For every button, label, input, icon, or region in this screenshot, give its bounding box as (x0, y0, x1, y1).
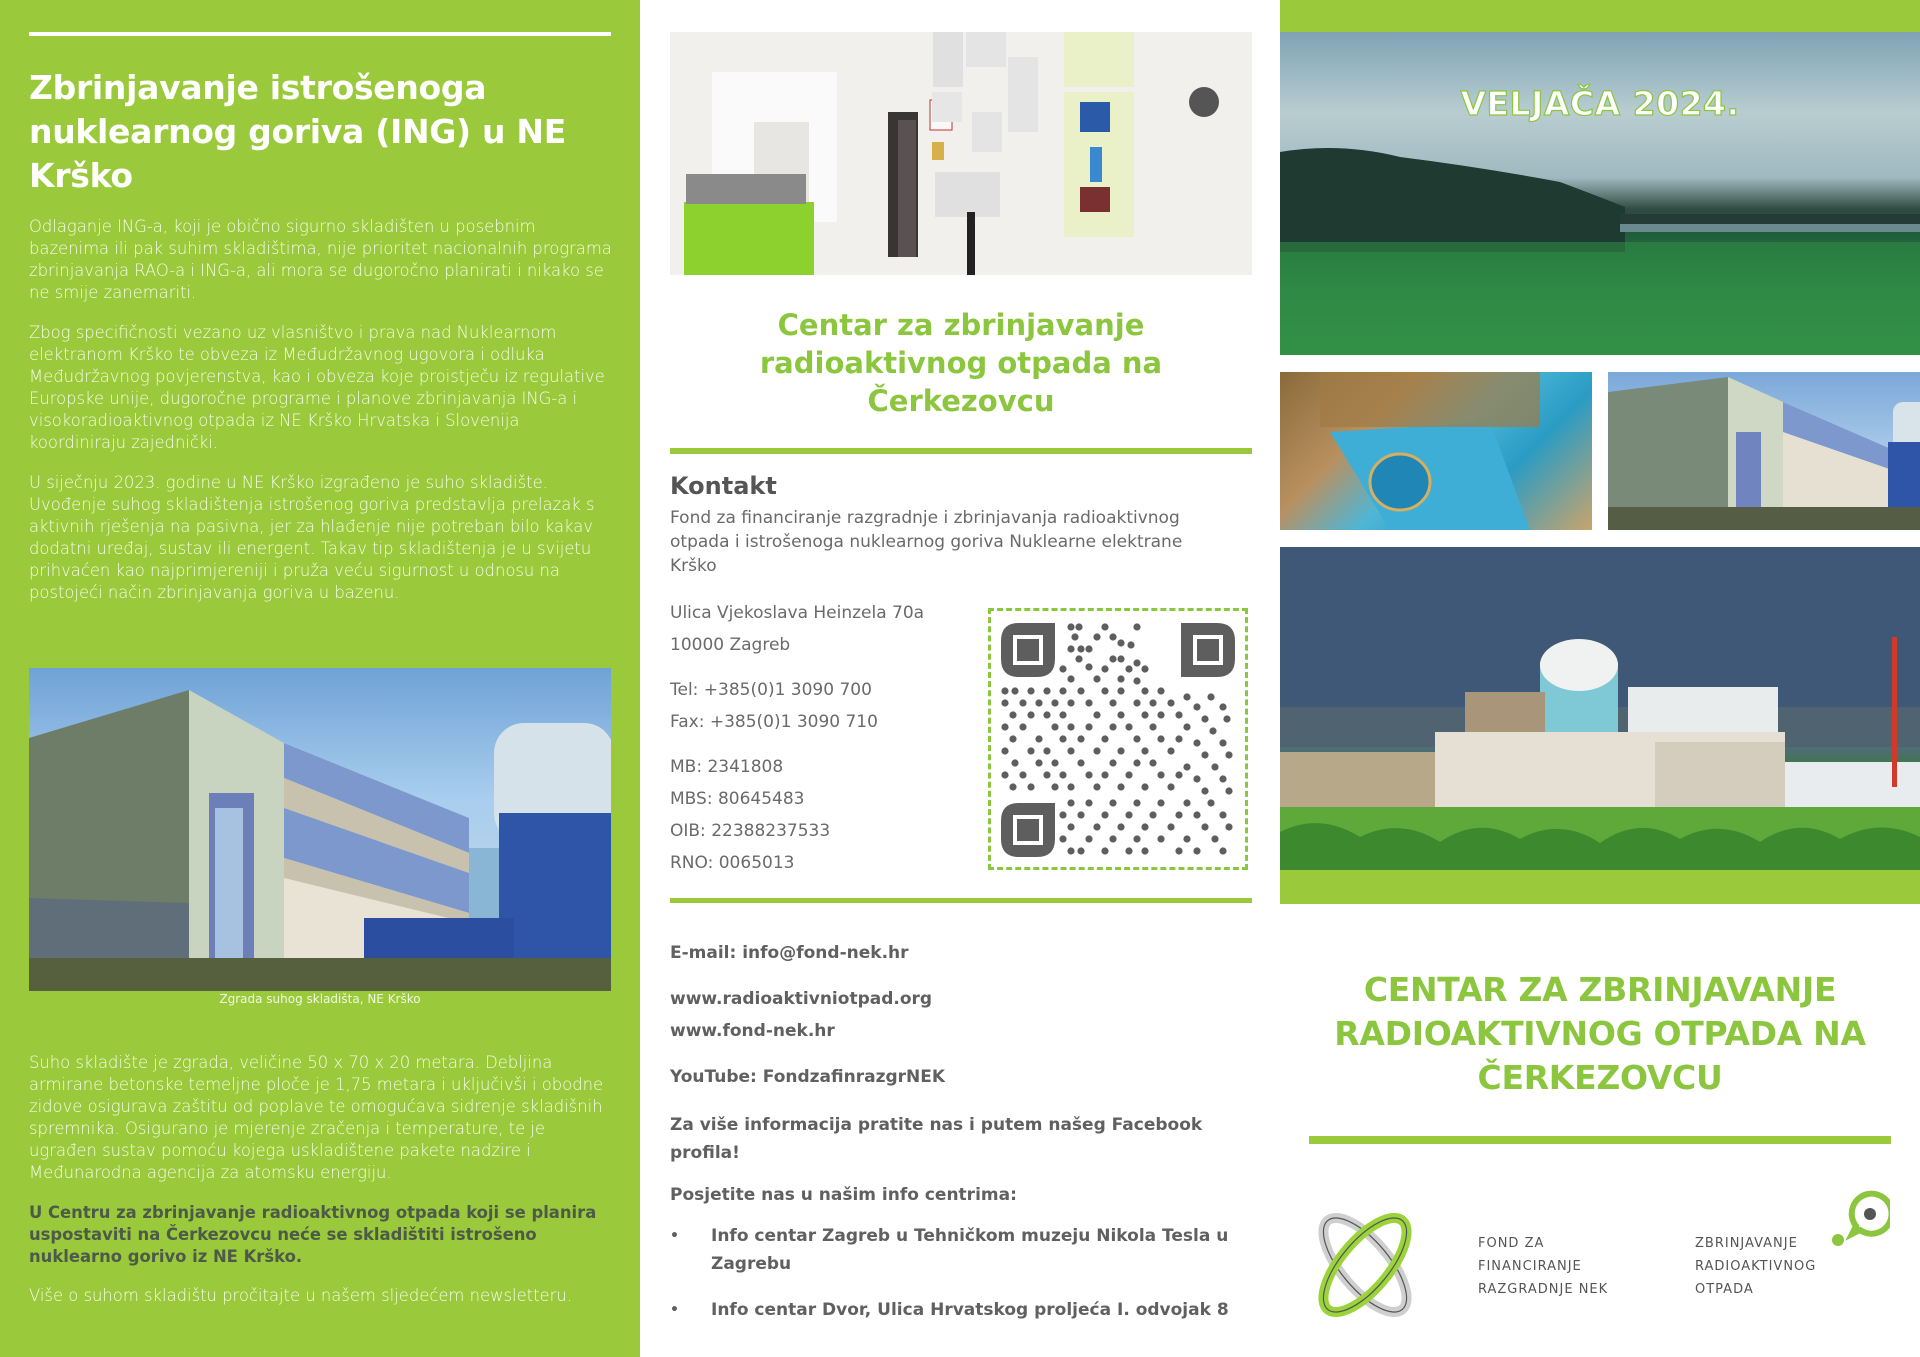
website-fond-nek[interactable]: www.fond-nek.hr (670, 1021, 835, 1041)
fond-nek-logo-icon (1305, 1205, 1425, 1325)
website-radioaktivniotpad[interactable]: www.radioaktivniotpad.org (670, 989, 933, 1009)
contact-tel[interactable]: Tel: +385(0)1 3090 700 (670, 680, 872, 700)
info-center-dvor (670, 1296, 1250, 1324)
nuclear-plant-illustration (1280, 547, 1920, 870)
paragraph-specificnosti: Zbog specifičnosti vezano uz vlasništvo i prava nad Nuklearnom elektranom Krško te obveza iz Međudržavnog ugovora i odluka Međudržavnog povjerenstva, kao i obveza koje proistječu iz regulative Europske unije, dugoročne programe i planove zbrinjavanja ING-a i visokoradioaktivnog otpada iz NE Krško Hrvatska i Slovenija koordiniraju zajednički. (29, 323, 605, 452)
fond-line-1: FOND ZA (1478, 1236, 1545, 1251)
bullet-icon: • (670, 1228, 679, 1244)
divider-top (670, 448, 1252, 454)
cover-title: CENTAR ZA ZBRINJAVANJE RADIOAKTIVNOG OTPADA NA ČERKEZOVCU (1334, 970, 1866, 1097)
bottom-green-band (1280, 870, 1920, 904)
reactor-pool-photo (1280, 372, 1592, 530)
contact-mb: MB: 2341808 (670, 757, 784, 777)
reactor-pool-illustration (1280, 372, 1592, 530)
contact-city: 10000 Zagreb (670, 635, 791, 655)
visit-info-centers: Posjetite nas u našim info centrima: (670, 1185, 1017, 1205)
top-green-band (1280, 0, 1920, 32)
rao-logo-text (1695, 1232, 1816, 1301)
right-panel (1280, 0, 1920, 1357)
contact-fax: Fax: +385(0)1 3090 710 (670, 712, 878, 732)
top-divider (29, 32, 611, 36)
contact-oib: OIB: 22388237533 (670, 821, 831, 841)
paragraph-suho-skladiste-dimenzije: Suho skladište je zgrada, veličine 50 x 70 x 20 metara. Debljina armirane betonske temeljne ploče je 1,75 metara i uključivši i obodne zidove osigurava zaštitu od poplave te omogućava sidrenje skladišnih spremnika. Osigurano je mjerenje zračenja i temperature, te je ugrađen sustav pomoću kojega uskladištene pakete nadzire i Međunarodna agencija za atomsku energiju. (29, 1053, 604, 1182)
contact-title: Kontakt (670, 472, 777, 500)
fond-nek-logo-text (1478, 1232, 1608, 1301)
left-panel (0, 0, 640, 1357)
divider-bottom (670, 898, 1252, 903)
info-center-interior-illustration (670, 32, 1252, 275)
rao-line-3: OTPADA (1695, 1282, 1754, 1297)
middle-panel (640, 0, 1280, 1357)
info-center-photo (670, 32, 1252, 275)
bullet-icon: • (670, 1302, 679, 1318)
fond-line-2: FINANCIRANJE (1478, 1259, 1582, 1274)
qr-code-icon (1001, 623, 1235, 857)
landscape-illustration (1280, 32, 1920, 355)
contact-street: Ulica Vjekoslava Heinzela 70a (670, 603, 925, 623)
rao-line-1: ZBRINJAVANJE (1695, 1236, 1798, 1251)
youtube-channel[interactable]: YouTube: FondzafinrazgrNEK (670, 1067, 946, 1087)
bold-note-cerkezovac: U Centru za zbrinjavanje radioaktivnog otpada koji se planira uspostaviti na Čerkezovcu neće se skladištiti istrošeno nuklearno gorivo iz NE Krško. (29, 1203, 597, 1266)
rao-line-2: RADIOAKTIVNOG (1695, 1259, 1817, 1274)
info-center-dvor-label: Info centar Dvor, Ulica Hrvatskog proljeća I. odvojak 8 (711, 1300, 1229, 1320)
nuclear-plant-cornfield-photo (1280, 547, 1920, 870)
fond-line-3: RAZGRADNJE NEK (1478, 1282, 1609, 1297)
dry-storage-building-illustration (29, 668, 611, 991)
qr-code[interactable] (988, 608, 1248, 870)
contact-mbs: MBS: 80645483 (670, 789, 805, 809)
ing-heading: Zbrinjavanje istrošenoga nuklearnog goriva (ING) u NE Krško (29, 68, 566, 195)
contact-organization: Fond za financiranje razgradnje i zbrinjavanja radioaktivnog otpada i istrošenoga nuklearnog goriva Nuklearne elektrane Krško (670, 508, 1183, 576)
contact-email[interactable]: E-mail: info@fond-nek.hr (670, 943, 909, 963)
paragraph-newsletter: Više o suhom skladištu pročitajte u našem sljedećem newsletteru. (29, 1286, 572, 1305)
paragraph-suho-skladiste-2023: U siječnju 2023. godine u NE Krško izgrađeno je suho skladište. Uvođenje suhog skladištenja istrošenog goriva predstavlja prelazak s aktivnih rješenja na pasivna, jer za hlađenje nije potreban bilo kakav dodatni uređaj, sustav ili energent. Takav tip skladištenja je u svijetu prihvaćen kao najprimjereniji i pruža veću sigurnost u odnosu na postojeći način zbrinjavanja goriva u bazenu. (29, 473, 595, 602)
info-center-zagreb (670, 1222, 1250, 1278)
facebook-note: Za više informacija pratite nas i putem našeg Facebook profila! (670, 1115, 1203, 1163)
dry-storage-photo-small (1608, 372, 1920, 530)
rao-speech-pin-logo-icon (1830, 1190, 1890, 1250)
landscape-hero-photo (1280, 32, 1920, 355)
dry-storage-small-illustration (1608, 372, 1920, 530)
paragraph-odlaganje: Odlaganje ING-a, koji je obično sigurno skladišten u posebnim bazenima ili pak suhim skladištima, nije prioritet nacionalnih programa zbrinjavanja RAO-a i ING-a, ali mora se dugoročno planirati i nikako se ne smije zanemariti. (29, 217, 612, 302)
info-center-zagreb-label: Info centar Zagreb u Tehničkom muzeju Nikola Tesla u Zagrebu (711, 1226, 1229, 1274)
issue-date: VELJAČA 2024. (1460, 84, 1740, 123)
center-heading: Centar za zbrinjavanje radioaktivnog otpada na Čerkezovcu (759, 308, 1163, 418)
dry-storage-building-photo (29, 668, 611, 991)
cover-divider (1309, 1136, 1891, 1144)
contact-rno: RNO: 0065013 (670, 853, 795, 873)
photo-caption: Zgrada suhog skladišta, NE Krško (219, 992, 421, 1006)
info-centers-list (670, 1222, 1250, 1342)
